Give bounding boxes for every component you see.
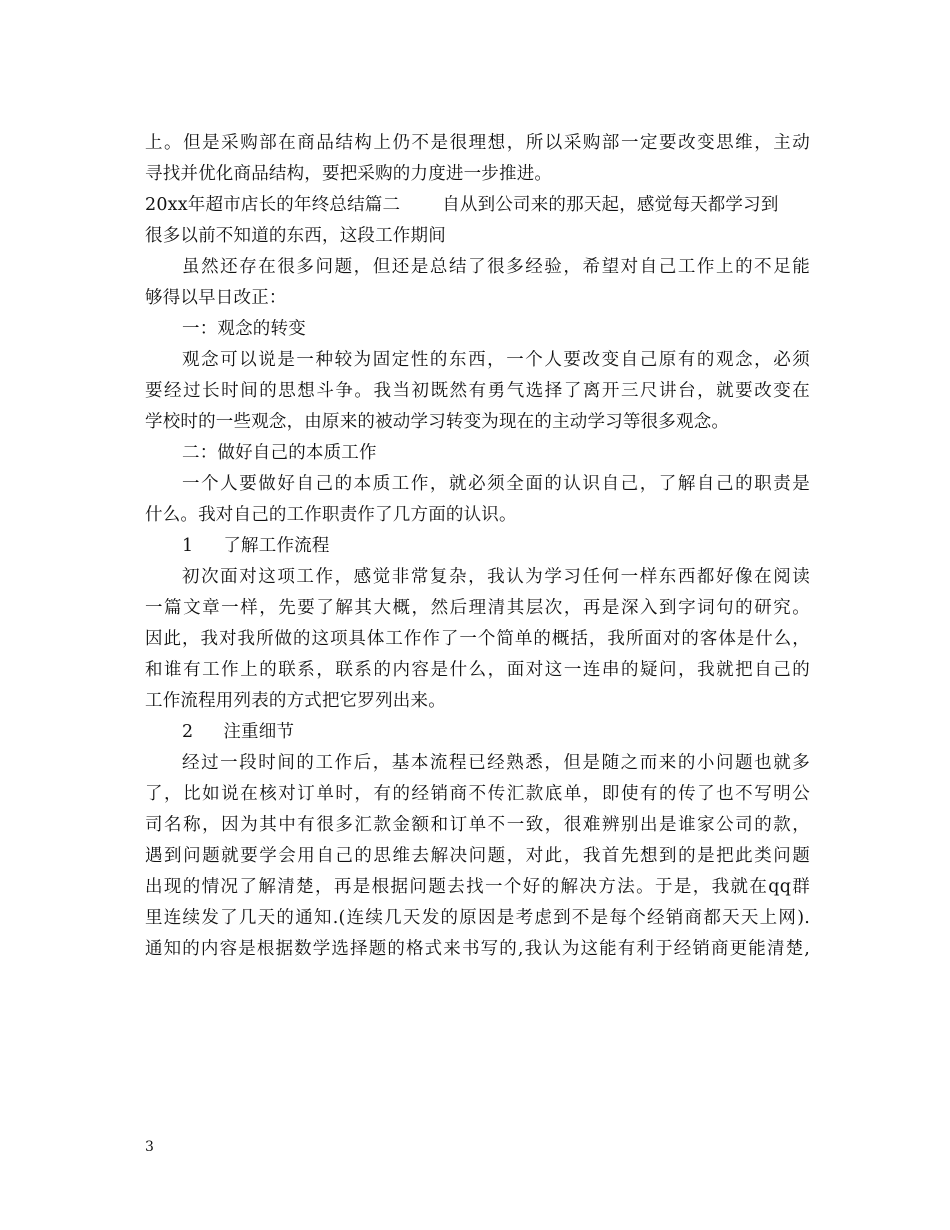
text-line: 通知的内容是根据数学选择题的格式来书写的,我认为这能有利于经销商更能清楚, xyxy=(145,939,810,959)
text-line: 一个人要做好自己的本质工作，就必须全面的认识自己，了解自己的职责是 xyxy=(182,474,810,494)
text-line: 里连续发了几天的通知.(连续几天发的原因是考虑到不是每个经销商都天天上网). xyxy=(145,908,810,928)
heading-label: 注重细节 xyxy=(223,722,295,742)
text-line: 二：做好自己的本质工作 xyxy=(182,443,377,463)
text-line: 什么。我对自己的工作职责作了几方面的认识。 xyxy=(145,505,517,525)
heading-number: 1 xyxy=(182,536,194,556)
document-body xyxy=(145,128,810,965)
text-line: 和谁有工作上的联系，联系的内容是什么，面对这一连串的疑问，我就把自己的 xyxy=(145,660,810,680)
text-line: 寻找并优化商品结构，要把采购的力度进一步推进。 xyxy=(145,164,553,184)
text-line: 遇到问题就要学会用自己的思维去解决问题，对此，我首先想到的是把此类问题 xyxy=(145,846,810,866)
numbered-heading xyxy=(145,717,810,748)
text-line: 因此，我对我所做的这项具体工作作了一个简单的概括，我所面对的客体是什么， xyxy=(145,629,810,649)
text-line: 学校时的一些观念，由原来的被动学习转变为现在的主动学习等很多观念。 xyxy=(145,412,730,432)
heading-label: 了解工作流程 xyxy=(223,536,330,556)
text-line: 司名称，因为其中有很多汇款金额和订单不一致，很难辨别出是谁家公司的款， xyxy=(145,815,810,835)
text-line: 上。但是采购部在商品结构上仍不是很理想，所以采购部一定要改变思维，主动 xyxy=(145,133,810,153)
text-line: 观念可以说是一种较为固定性的东西，一个人要改变自己原有的观念，必须 xyxy=(182,350,810,370)
section-title-line xyxy=(145,190,810,221)
page-number: 3 xyxy=(145,1139,154,1155)
section-title: 20xx年超市店长的年终总结篇二 xyxy=(145,195,401,215)
text-line: 要经过长时间的思想斗争。我当初既然有勇气选择了离开三尺讲台，就要改变在 xyxy=(145,381,810,401)
heading-number: 2 xyxy=(182,722,194,742)
title-continuation-text: 自从到公司来的那天起，感觉每天都学习到 xyxy=(442,195,779,215)
text-line: 虽然还存在很多问题，但还是总结了很多经验，希望对自己工作上的不足能 xyxy=(182,257,810,277)
text-line: 够得以早日改正： xyxy=(145,288,287,308)
text-line: 一篇文章一样，先要了解其大概，然后理清其层次，再是深入到字词句的研究。 xyxy=(145,598,810,618)
text-line: 出现的情况了解清楚，再是根据问题去找一个好的解决方法。于是，我就在qq群 xyxy=(145,877,810,897)
numbered-heading xyxy=(145,531,810,562)
text-line: 初次面对这项工作，感觉非常复杂，我认为学习任何一样东西都好像在阅读 xyxy=(182,567,810,587)
text-line: 了，比如说在核对订单时，有的经销商不传汇款底单，即使有的传了也不写明公 xyxy=(145,784,810,804)
text-line: 经过一段时间的工作后，基本流程已经熟悉，但是随之而来的小问题也就多 xyxy=(182,753,810,773)
text-line: 很多以前不知道的东西，这段工作期间 xyxy=(145,226,446,246)
text-line: 工作流程用列表的方式把它罗列出来。 xyxy=(145,691,446,711)
text-line: 一：观念的转变 xyxy=(182,319,306,339)
